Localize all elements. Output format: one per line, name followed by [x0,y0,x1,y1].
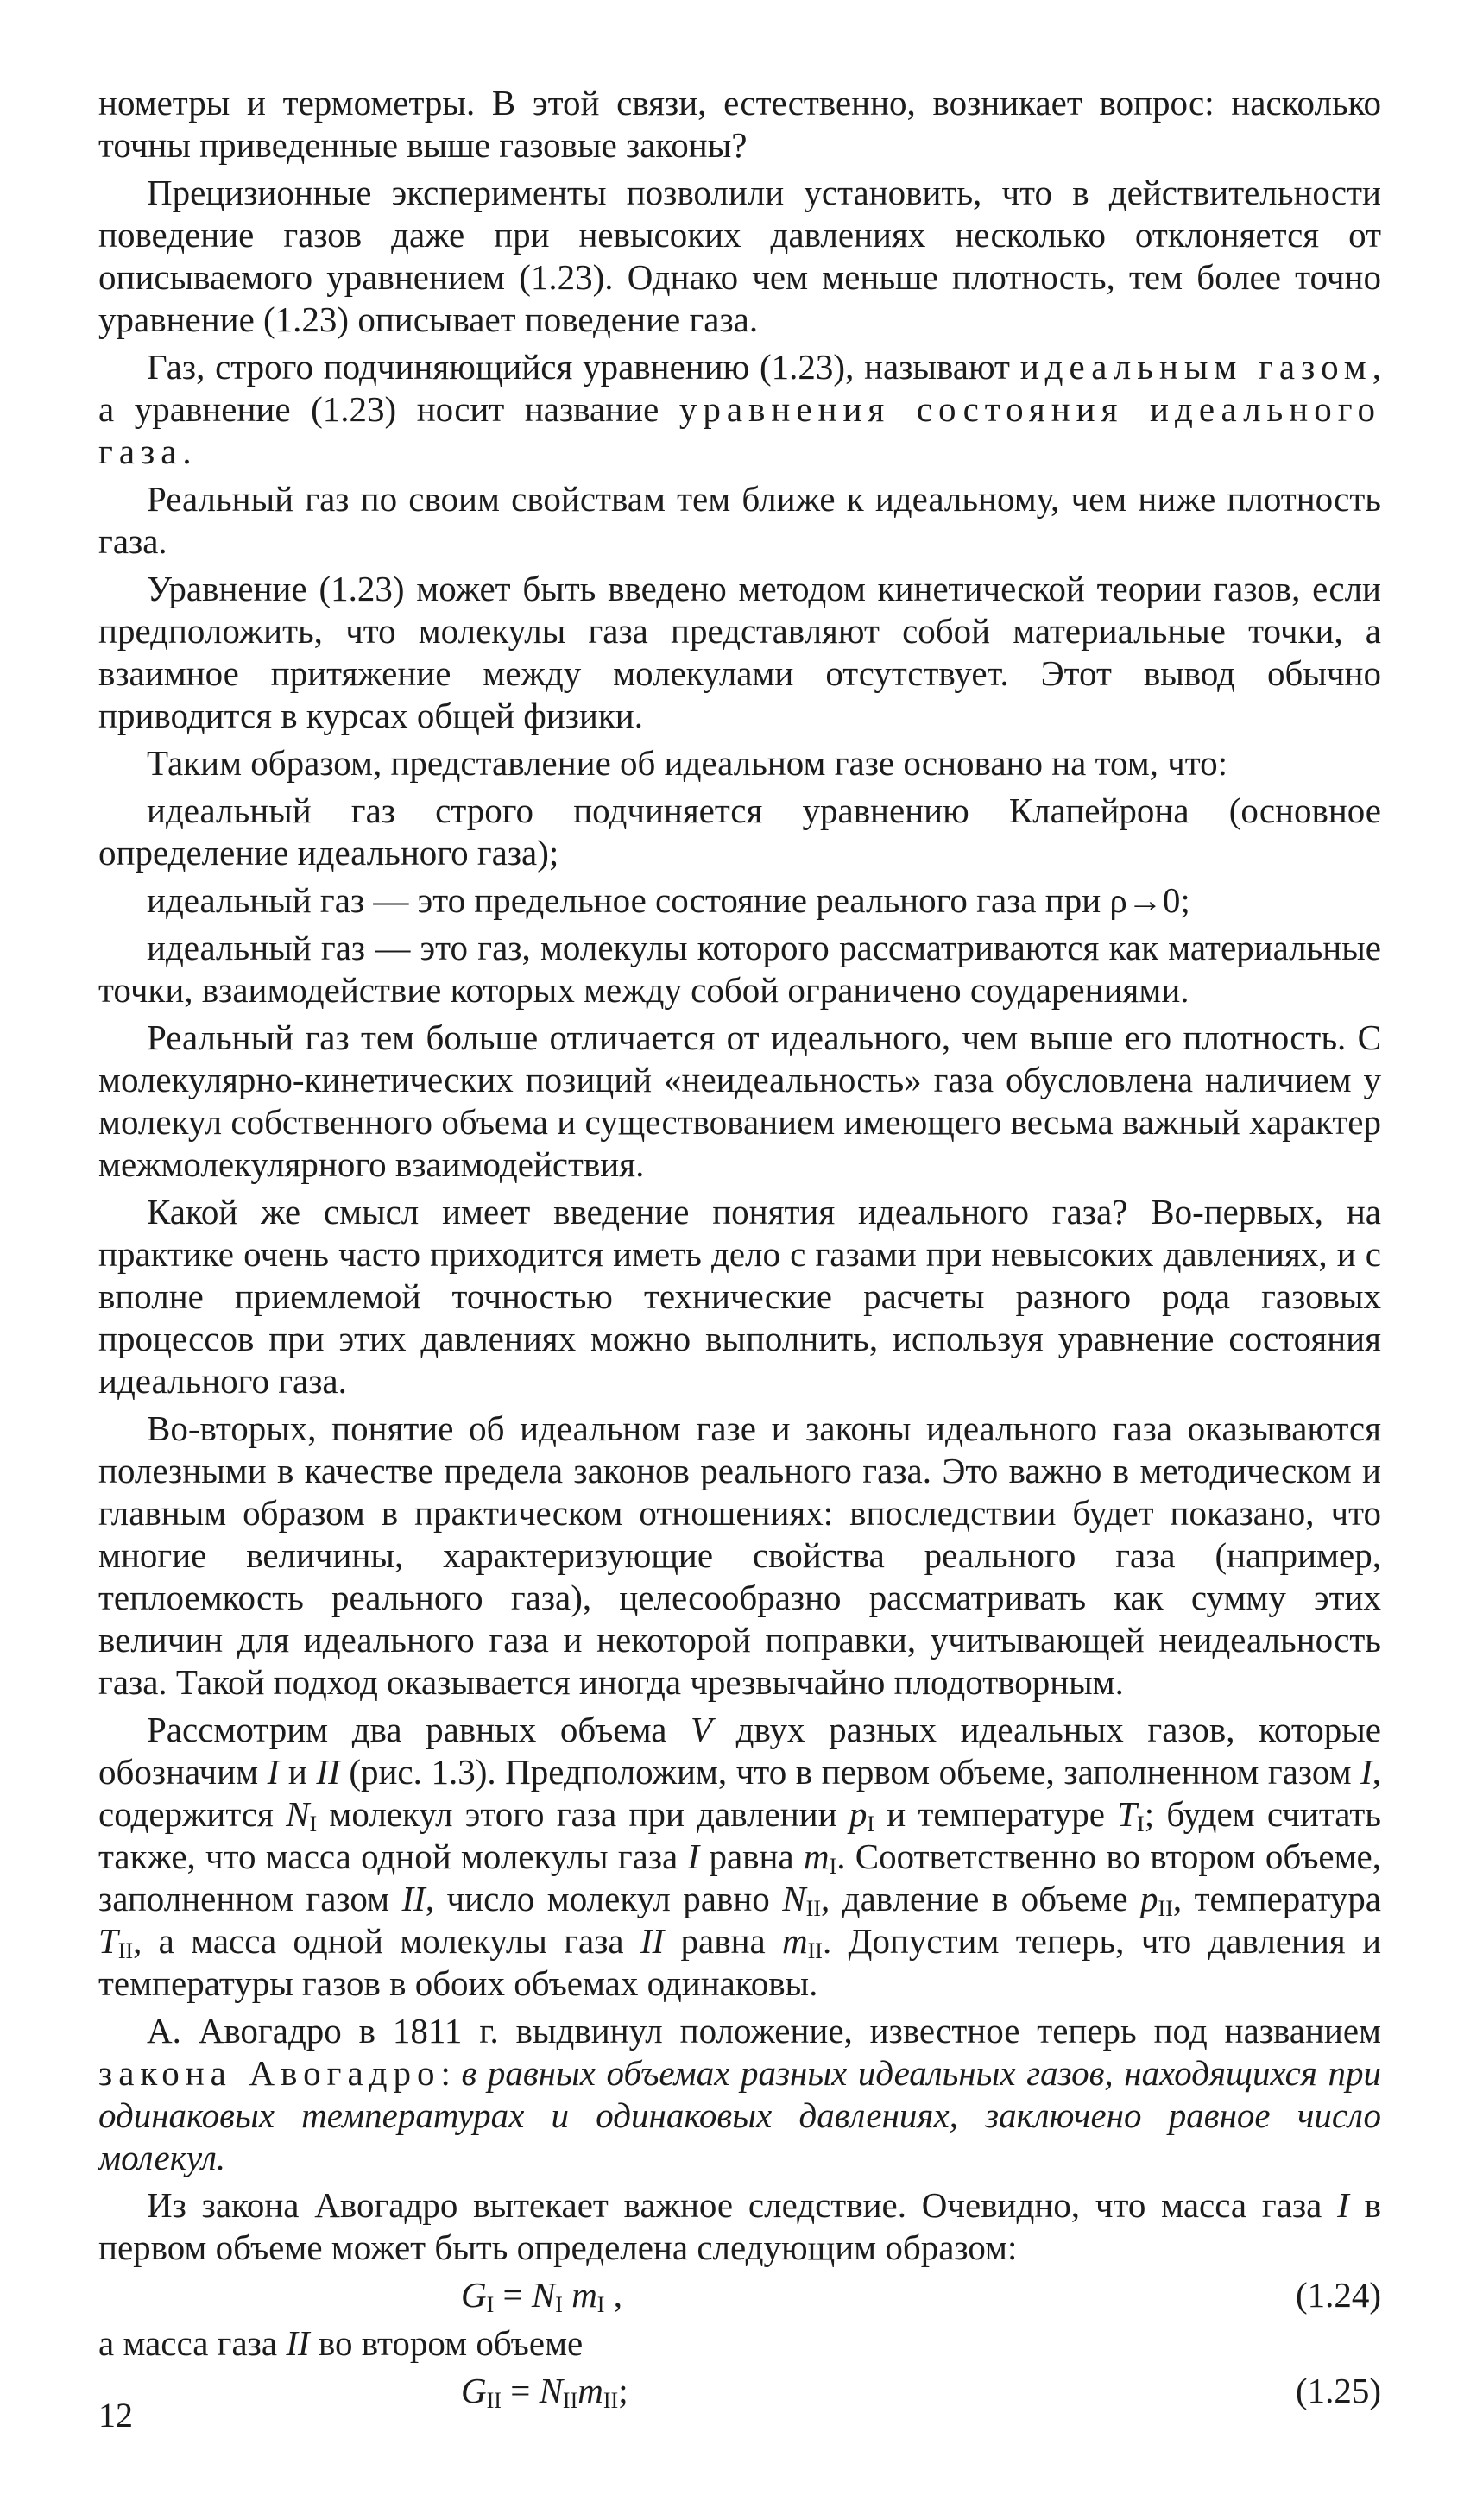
subscript: I [1137,1811,1145,1836]
text-run: . Соответственно во втором объеме, заполненном газом [98,1836,1381,1918]
subscript: II [1158,1896,1173,1921]
symbol: p [1140,1879,1158,1918]
subscript: I [486,2292,495,2317]
symbol: II [286,2323,310,2363]
text-run: молекул этого газа при давлении [317,1794,849,1834]
subscript: II [805,1896,821,1921]
paragraph: Какой же смысл имеет введение понятия идеального газа? Во-первых, на практике очень часто приходится иметь дело с газами при невысоких давлениях, и с вполне приемлемой точностью технические расчеты разного рода газовых процессов при этих давлениях можно выполнить, используя уравнение состояния идеального газа. [98,1192,1381,1401]
list-item: идеальный газ строго подчиняется уравнению Клапейрона (основное определение идеального газа); [98,791,1381,873]
symbol: N [531,2275,556,2315]
subscript: II [807,1938,823,1963]
subscript: II [603,2388,619,2413]
symbol: G [461,2275,487,2315]
symbol: p [849,1794,868,1834]
subscript: II [562,2388,578,2413]
symbol: T [1117,1794,1138,1834]
paragraph-ideal-gas-definition [98,346,1381,473]
symbol: I [267,1752,280,1792]
text-run: а масса газа [98,2323,287,2363]
text-run: во втором объеме [309,2323,584,2363]
paragraph: Реальный газ тем больше отличается от идеального, чем выше его плотность. С молекулярно-кинетических позиций «неидеальность» газа обусловлена наличием у молекул собственного объема и существованием имеющего весьма важный характер межмолекулярного взаимодействия. [98,1017,1381,1184]
subscript: I [309,1811,318,1836]
paragraph: Уравнение (1.23) может быть введено методом кинетической теории газов, если предположить, что молекулы газа представляют собой материальные точки, а взаимное притяжение между молекулами отсутствует. Этот вывод обычно приводится в курсах общей физики. [98,569,1381,735]
text-run: Газ, строго подчиняющийся уравнению (1.23), называют [147,347,1020,387]
term-state-equation: уравнения состояния идеального газа [98,389,1381,471]
equation-1-25 [98,2370,1381,2418]
paragraph: Реальный газ по своим свойствам тем ближе к идеальному, чем ниже плотность газа. [98,479,1381,561]
list-item: идеальный газ — это предельное состояние реального газа при ρ→0; [147,880,1190,920]
subscript: I [555,2292,563,2317]
page-number: 12 [98,2396,133,2435]
subscript: I [867,1811,874,1836]
subscript: II [117,1938,134,1963]
text-run: двух разных идеальных газов, которые обозначим [98,1710,1381,1792]
paragraph-avogadro [98,2010,1381,2179]
text-run: и [279,1752,317,1792]
subscript: I [829,1854,837,1879]
paragraph: Во-вторых, понятие об идеальном газе и законы идеального газа оказываются полезными в качестве предела законов реального газа. Это важно в методическом и главным образом в практическом отношениях: впоследствии будет показано, что многие величины, характеризующие свойства реального газа (например, теплоемкость реального газа), целесообразно рассматривать как сумму этих величин для идеального газа и некоторой поправки, учитывающей неидеальность газа. Такой подход оказывается иногда чрезвычайно плодотворным. [98,1408,1381,1702]
paragraph: Прецизионные эксперименты позволили установить, что в действительности поведение газов даже при невысоких давлениях несколько отклоняется от описываемого уравнением (1.23). Однако чем меньше плотность, тем более точно уравнение (1.23) описывает поведение газа. [98,173,1381,339]
text-run: , число молекул равно [425,1879,783,1918]
symbol: m [577,2371,603,2410]
text-run: в первом объеме может быть определена следующим образом: [98,2185,1381,2267]
text-run: : [440,2053,462,2093]
symbol: T [98,1921,118,1961]
symbol: N [539,2371,563,2410]
symbol: V [691,1710,713,1749]
equation-number: (1.24) [1295,2275,1381,2315]
term-avogadro-law: закона Авогадро [98,2053,441,2093]
text-run: равна [699,1836,804,1876]
paragraph-mass-second [98,2322,1381,2365]
paragraph: нометры и термометры. В этой связи, естественно, возникает вопрос: насколько точны приведенные выше газовые законы? [98,83,1381,165]
text-run: равна [664,1921,783,1961]
text-run: Рассмотрим два равных объема [147,1710,691,1749]
paragraph-two-volumes [98,1709,1381,2005]
list-item: идеальный газ — это газ, молекулы которого рассматриваются как материальные точки, взаимодействие которых между собой ограничено соударениями. [98,928,1381,1010]
symbol: m [803,1836,830,1876]
paragraph: Таким образом, представление об идеальном газе основано на том, что: [147,743,1228,783]
symbol: N [286,1794,310,1834]
formula [461,2274,622,2316]
subscript: I [596,2292,605,2317]
symbol: I [1360,1752,1372,1792]
text-run: ; [618,2371,628,2410]
symbol: II [640,1921,665,1961]
text-run: . Допустим теперь, что давления и температуры газов в обоих объемах одинаковы. [98,1921,1382,2003]
text-run: , температура [1172,1879,1382,1918]
text-run: , содержится [98,1752,1382,1834]
symbol: G [461,2371,487,2410]
page-body [98,82,1381,2418]
text-run: Из закона Авогадро вытекает важное следствие. Очевидно, что масса газа [147,2185,1338,2225]
symbol: II [401,1879,426,1918]
formula [461,2370,628,2412]
text-run: . [182,432,192,471]
symbol: I [1337,2185,1349,2225]
equation-1-24 [98,2274,1381,2322]
text-run: , а уравнение (1.23) носит название [98,347,1381,429]
symbol: I [687,1836,700,1876]
term-ideal-gas: идеальным газом [1019,347,1372,387]
text-run: = [501,2371,540,2410]
subscript: II [486,2388,502,2413]
symbol: N [782,1879,806,1918]
equation-number: (1.25) [1295,2371,1381,2410]
text-run: , [604,2275,622,2315]
text-run: (рис. 1.3). Предположим, что в первом объеме, заполненном газом [339,1752,1361,1792]
text-run: = [494,2275,532,2315]
text-run: , а масса одной молекулы газа [133,1921,640,1961]
text-run: А. Авогадро в 1811 г. выдвинул положение, известное теперь под названием [147,2011,1381,2051]
avogadro-statement: в равных объемах разных идеальных газов, находящихся при одинаковых температурах и одинаковых давлениях, заключено равное число молекул. [98,2053,1381,2177]
symbol: m [571,2275,597,2315]
paragraph-consequence [98,2184,1381,2269]
text-run: , давление в объеме [820,1879,1141,1918]
symbol: m [782,1921,808,1961]
text-run: и температуре [874,1794,1118,1834]
text-run: ; будем считать также, что масса одной молекулы газа [98,1794,1381,1876]
symbol: II [316,1752,340,1792]
